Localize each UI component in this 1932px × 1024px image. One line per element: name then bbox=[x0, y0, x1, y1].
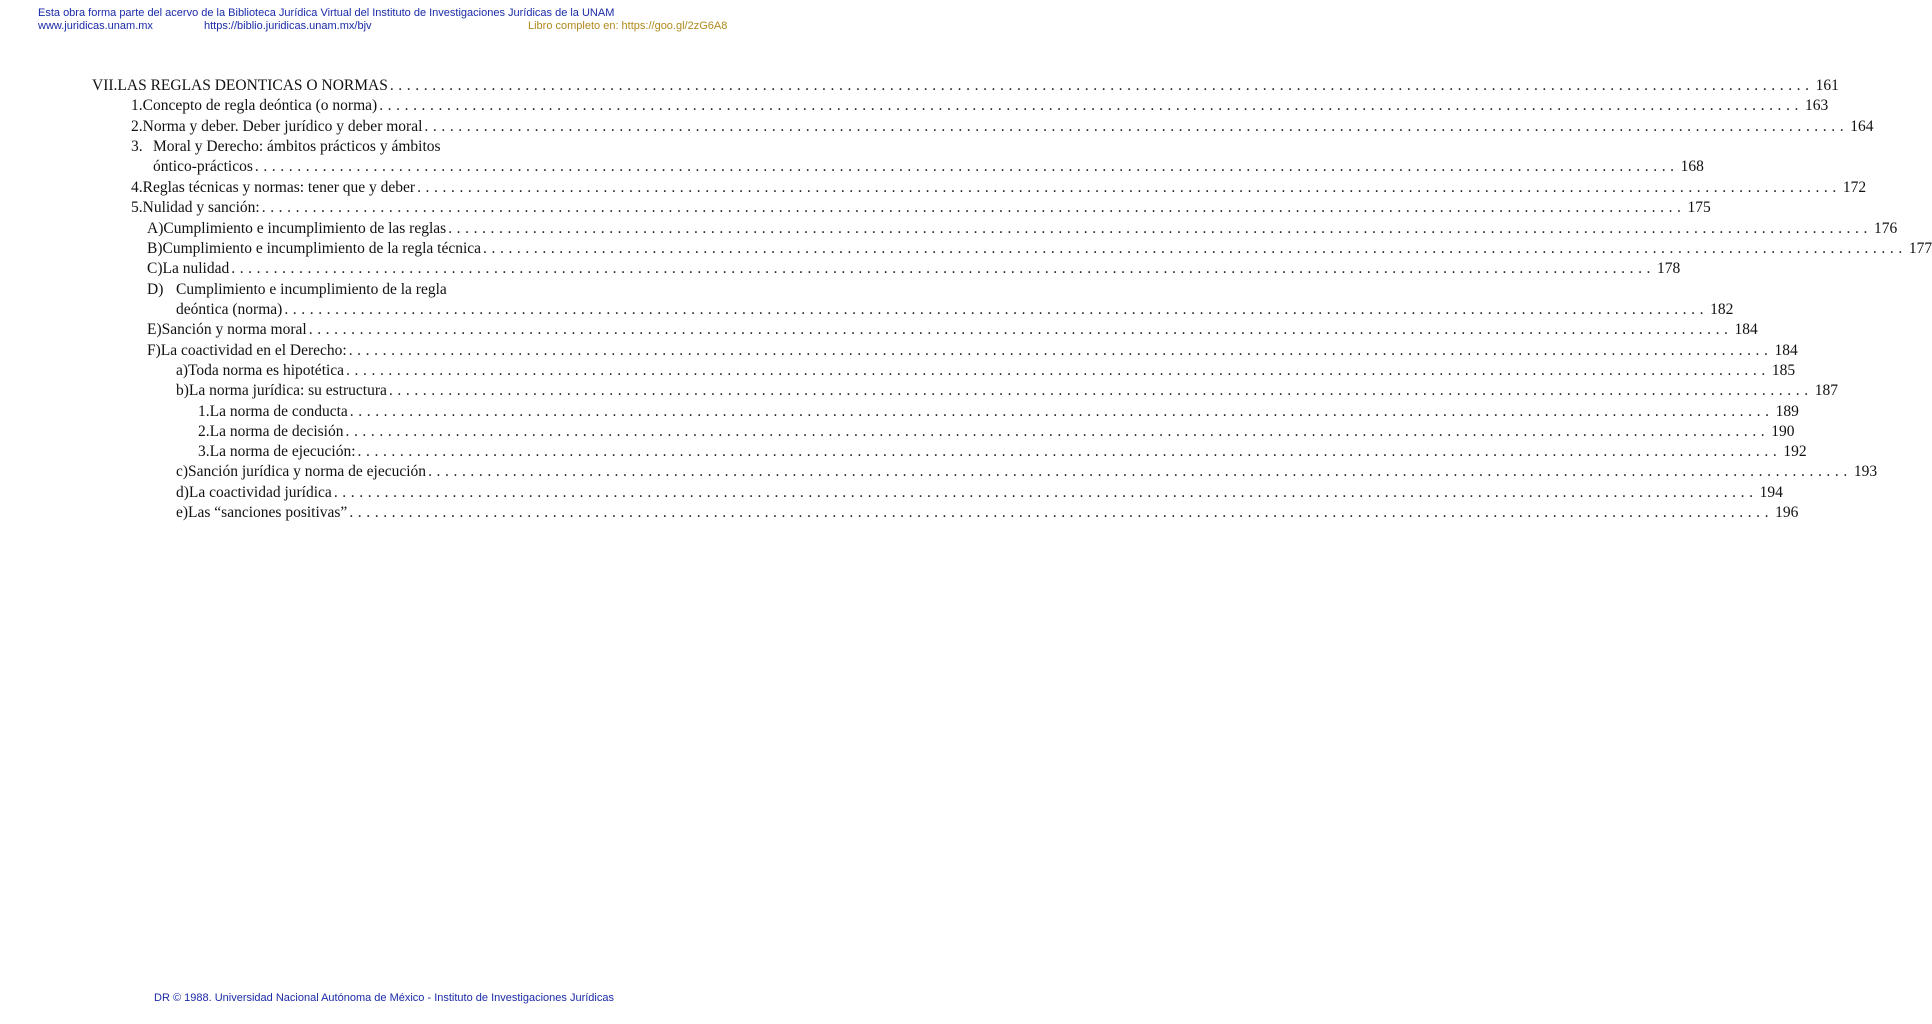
toc-page-number: 184 bbox=[1734, 321, 1758, 338]
dot-leader bbox=[262, 198, 1686, 218]
toc-entry-number: C) bbox=[147, 260, 163, 277]
dot-leader bbox=[350, 402, 1774, 422]
toc-entry-line bbox=[147, 280, 447, 300]
dot-leader bbox=[284, 300, 1708, 320]
toc-page-number: 189 bbox=[1775, 403, 1799, 420]
toc-entry[interactable] bbox=[176, 483, 1783, 503]
toc-entry-title: La coactividad jurídica bbox=[188, 484, 332, 501]
toc-entry[interactable] bbox=[147, 341, 1798, 361]
table-of-contents bbox=[92, 76, 1932, 528]
toc-entry-number: b) bbox=[176, 382, 189, 399]
toc-entry-title: Las “sanciones positivas” bbox=[188, 504, 348, 521]
dot-leader bbox=[255, 157, 1679, 177]
toc-entry-number: c) bbox=[176, 463, 189, 480]
dot-leader bbox=[379, 96, 1803, 116]
toc-page-number: 172 bbox=[1842, 179, 1867, 196]
toc-entry[interactable] bbox=[147, 239, 1932, 259]
toc-entry[interactable] bbox=[176, 300, 1734, 320]
header-line-2 bbox=[38, 20, 738, 33]
toc-entry[interactable] bbox=[147, 219, 1898, 239]
source-header bbox=[38, 7, 738, 33]
toc-entry-number: B) bbox=[147, 240, 163, 257]
toc-entry[interactable] bbox=[176, 361, 1796, 381]
dot-leader bbox=[309, 320, 1733, 340]
toc-entry[interactable] bbox=[131, 178, 1867, 198]
dot-leader bbox=[483, 239, 1907, 259]
toc-entry-title: Sanción y norma moral bbox=[161, 321, 307, 338]
toc-page-number: 178 bbox=[1657, 260, 1681, 277]
toc-entry-title: La norma de conducta bbox=[209, 403, 348, 420]
toc-entry[interactable] bbox=[176, 503, 1799, 523]
toc-entry-number: 1. bbox=[198, 403, 210, 420]
toc-entry[interactable] bbox=[198, 442, 1807, 462]
toc-page-number: 177 bbox=[1908, 240, 1932, 257]
toc-entry-title: Sanción jurídica y norma de ejecución bbox=[188, 463, 427, 480]
dot-leader bbox=[428, 462, 1852, 482]
toc-entry[interactable] bbox=[147, 259, 1681, 279]
toc-page-number: 163 bbox=[1805, 97, 1829, 114]
toc-entry-title: La nulidad bbox=[162, 260, 230, 277]
dot-leader bbox=[389, 381, 1813, 401]
dot-leader bbox=[349, 503, 1773, 523]
biblio-link[interactable]: https://biblio.juridicas.unam.mx/bjv bbox=[204, 20, 372, 32]
toc-entry-title: Cumplimiento e incumplimiento de la regla técnica bbox=[162, 240, 482, 257]
dot-leader bbox=[424, 117, 1848, 137]
toc-entry-number: E) bbox=[147, 321, 162, 338]
dot-leader bbox=[417, 178, 1841, 198]
toc-entry[interactable] bbox=[147, 320, 1758, 340]
toc-entry-title: Toda norma es hipotética bbox=[188, 362, 345, 379]
toc-entry-title: La coactividad en el Derecho: bbox=[160, 342, 347, 359]
toc-page-number: 184 bbox=[1774, 342, 1798, 359]
toc-entry-number: 3. bbox=[198, 443, 210, 460]
dot-leader bbox=[390, 76, 1814, 96]
toc-entry-number: F) bbox=[147, 342, 161, 359]
toc-entry[interactable] bbox=[131, 117, 1874, 137]
toc-entry-number: 1. bbox=[131, 97, 143, 114]
toc-page-number: 182 bbox=[1710, 301, 1734, 318]
toc-entry-title: Norma y deber. Deber jurídico y deber moral bbox=[142, 118, 423, 135]
toc-page-number: 193 bbox=[1853, 463, 1878, 480]
toc-page-number: 164 bbox=[1850, 118, 1874, 135]
toc-entry[interactable] bbox=[198, 402, 1799, 422]
toc-page-number: 175 bbox=[1687, 199, 1711, 216]
toc-entry[interactable] bbox=[131, 198, 1711, 218]
toc-entry-number: 2. bbox=[131, 118, 143, 135]
toc-page-number: 192 bbox=[1783, 443, 1807, 460]
toc-entry[interactable] bbox=[131, 96, 1829, 116]
toc-entry-title: Reglas técnicas y normas: tener que y deber bbox=[142, 179, 416, 196]
toc-entry-title: Concepto de regla deóntica (o norma) bbox=[142, 97, 378, 114]
toc-entry-title: Cumplimiento e incumplimiento de la regla bbox=[176, 281, 447, 298]
dot-leader bbox=[358, 442, 1782, 462]
dot-leader bbox=[231, 259, 1655, 279]
toc-entry-number: A) bbox=[147, 220, 164, 237]
toc-page-number: 185 bbox=[1771, 362, 1796, 379]
toc-entry-number: 5. bbox=[131, 199, 143, 216]
dot-leader bbox=[448, 219, 1872, 239]
toc-entry-title-cont: deóntica (norma) bbox=[176, 301, 283, 318]
toc-page-number: 196 bbox=[1775, 504, 1799, 521]
toc-entry-number: VII. bbox=[92, 77, 118, 94]
toc-entry-number: 2. bbox=[198, 423, 210, 440]
toc-page-number: 176 bbox=[1874, 220, 1898, 237]
dot-leader bbox=[334, 483, 1758, 503]
dot-leader bbox=[346, 361, 1770, 381]
toc-entry-number: 3. bbox=[131, 138, 143, 155]
toc-entry-title: Moral y Derecho: ámbitos prácticos y ámbitos bbox=[153, 138, 441, 155]
toc-entry-title: La norma jurídica: su estructura bbox=[188, 382, 387, 399]
toc-page-number: 194 bbox=[1759, 484, 1783, 501]
site-link[interactable]: www.juridicas.unam.mx bbox=[38, 20, 153, 32]
toc-entry-title: Nulidad y sanción: bbox=[142, 199, 260, 216]
toc-entry-number: 4. bbox=[131, 179, 143, 196]
toc-entry-line bbox=[131, 137, 441, 157]
toc-entry[interactable] bbox=[198, 422, 1795, 442]
toc-entry[interactable] bbox=[176, 462, 1878, 482]
toc-entry-number: d) bbox=[176, 484, 189, 501]
toc-entry-number: e) bbox=[176, 504, 189, 521]
toc-entry[interactable] bbox=[153, 157, 1704, 177]
dot-leader bbox=[345, 422, 1769, 442]
toc-entry-number: a) bbox=[176, 362, 189, 379]
full-book-link[interactable]: Libro completo en: https://goo.gl/2zG6A8 bbox=[528, 20, 728, 32]
toc-entry-title: Cumplimiento e incumplimiento de las reglas bbox=[163, 220, 447, 237]
toc-entry-title: La norma de decisión bbox=[209, 423, 344, 440]
toc-page-number: 168 bbox=[1680, 158, 1704, 175]
toc-entry[interactable] bbox=[176, 381, 1838, 401]
header-line-1: Esta obra forma parte del acervo de la Biblioteca Jurídica Virtual del Instituto de Investigaciones Jurídicas de la UNAM bbox=[38, 7, 615, 19]
toc-entry-title-cont: óntico-prácticos bbox=[153, 158, 253, 175]
toc-entry-title: La norma de ejecución: bbox=[209, 443, 356, 460]
toc-entry-title: LAS REGLAS DEONTICAS O NORMAS bbox=[117, 77, 388, 94]
toc-page-number: 190 bbox=[1771, 423, 1795, 440]
toc-entry[interactable] bbox=[92, 76, 1839, 96]
toc-page-number: 187 bbox=[1814, 382, 1838, 399]
toc-page-number: 161 bbox=[1815, 77, 1839, 94]
dot-leader bbox=[349, 341, 1773, 361]
toc-entry-number: D) bbox=[147, 281, 164, 298]
copyright-footer: DR © 1988. Universidad Nacional Autónoma de México - Instituto de Investigaciones Jurídicas bbox=[154, 992, 614, 1004]
